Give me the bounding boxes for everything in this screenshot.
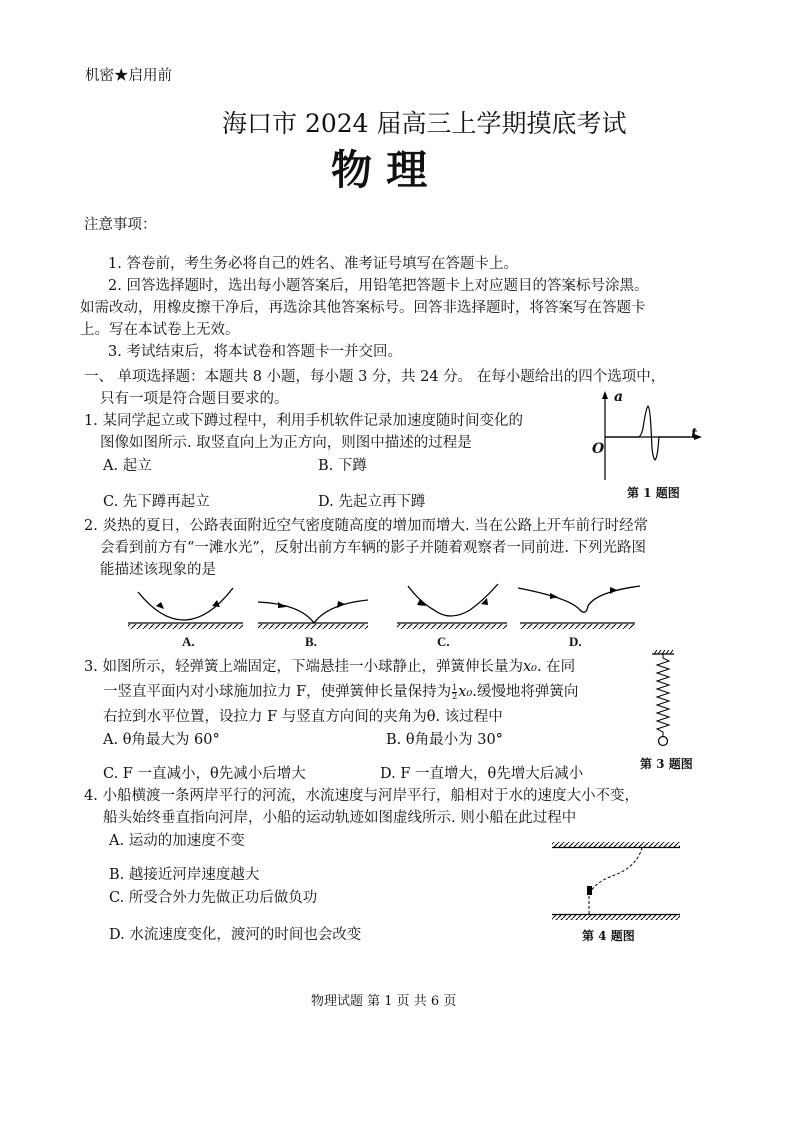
notes-item-3: 3. 考试结束后，将本试卷和答题卡一并交回。 [108,344,402,360]
subject-title: 物 理 [331,146,428,194]
q3-fraction [452,684,457,701]
q3-stem-line-1-end: . 在同 [536,659,576,675]
q1-stem-line-1: 1. 某同学起立或下蹲过程中，利用手机软件记录加速度随时间变化的 [84,413,523,429]
q3-stem-line-1-text: 3. 如图所示，轻弹簧上端固定，下端悬挂一小球静止，弹簧伸长量为 [84,659,523,675]
q3-option-b: B. θ角最小为 30° [386,732,503,748]
q4-river-figure [548,838,684,924]
q3-stem-line-1 [84,657,575,677]
q3-option-a: A. θ角最大为 60° [103,732,220,748]
q3-var-x0-half: x₀ [458,684,473,700]
q4-figure-caption: 第 4 题图 [582,929,635,943]
notes-item-2-line-1: 2. 回答选择题时，选出每小题答案后，用铅笔把答题卡上对应题目的答案标号涂黑。 [108,278,649,294]
q2-figure-a [128,588,243,629]
notes-item-2-line-3: 上。写在本试卷上无效。 [80,322,240,338]
section-1-instruction: 只有一项是符合题目要求的。 [100,391,289,407]
q1-stem-line-2: 图像如图所示. 取竖直向上为正方向，则图中描述的过程是 [100,435,472,451]
q3-stem-line-2-end: .缓慢地将弹簧向 [472,684,579,700]
q4-option-b: B. 越接近河岸速度越大 [109,867,260,883]
q4-option-d: D. 水流速度变化，渡河的时间也会改变 [109,927,362,943]
q3-option-d: D. F 一直增大，θ先增大后减小 [380,766,584,782]
q4-bottom-bank [552,915,680,921]
q2-label-a: A. [182,634,195,649]
q4-stem-line-2: 船头始终垂直指向河岸，小船的运动轨迹如图虚线所示. 则小船在此过程中 [103,810,577,826]
q4-option-a: A. 运动的加速度不变 [109,833,245,849]
q2-stem-line-2: 会看到前方有“一滩水光”，反射出前方车辆的影子并随着观察者一同前进. 下列光路图 [100,540,647,556]
q2-stem-line-3: 能描述该现象的是 [100,562,216,578]
q1-option-d: D. 先起立再下蹲 [318,494,426,510]
q2-label-b: B. [305,634,317,649]
q3-spring-figure [648,650,678,750]
q1-figure-caption: 第 1 题图 [627,486,680,500]
q3-fraction-numerator: 1 [452,682,458,692]
notes-heading: 注意事项： [84,217,157,233]
q1-origin-label: O [592,441,605,457]
q3-fraction-denominator: 2 [452,691,458,701]
q3-stem-line-2-text: 一竖直平面内对小球施加拉力 F，使弹簧伸长量保持为 [103,684,452,700]
q2-label-c: C. [437,634,450,649]
q2-figure-b [258,600,368,629]
page-footer: 物理试题 第 1 页 共 6 页 [311,994,457,1009]
confidential-label: 机密★启用前 [85,68,172,84]
q3-figure-caption: 第 3 题图 [640,757,693,771]
q1-axis-a-label: a [614,389,624,405]
q1-option-a: A. 起立 [103,458,152,474]
q3-stem-line-3: 右拉到水平位置，设拉力 F 与竖直方向间的夹角为θ. 该过程中 [103,709,503,725]
q1-option-c: C. 先下蹲再起立 [103,494,210,510]
q2-figure-c [397,584,507,629]
q2-figure-d [518,586,640,629]
q4-option-c: C. 所受合外力先做正功后做负功 [109,890,318,906]
exam-title: 海口市 2024 届高三上学期摸底考试 [222,109,627,138]
notes-item-2-line-2: 如需改动，用橡皮擦干净后，再选涂其他答案标号。回答非选择题时，将答案写在答题卡 [80,300,646,316]
q4-stem-line-1: 4. 小船横渡一条两岸平行的河流，水流速度与河岸平行，船相对于水的速度大小不变， [84,788,639,804]
q1-axis-t-label: t [691,426,698,442]
notes-item-1: 1. 答卷前，考生务必将自己的姓名、准考证号填写在答题卡上。 [108,256,518,272]
q3-option-c: C. F 一直减小，θ先减小后增大 [103,766,306,782]
q2-label-d: D. [569,634,582,649]
section-1-heading: 一、 单项选择题：本题共 8 小题，每小题 3 分，共 24 分。 在每小题给出的四个选项中， [84,369,666,385]
q4-top-bank [552,842,680,848]
q1-option-b: B. 下蹲 [318,458,367,474]
q2-stem-line-1: 2. 炎热的夏日，公路表面附近空气密度随高度的增加而增大. 当在公路上开车前行时经常 [84,518,649,534]
q3-var-x0: x₀ [522,659,537,675]
q4-boat [587,886,592,895]
q3-stem-line-2 [103,682,578,702]
